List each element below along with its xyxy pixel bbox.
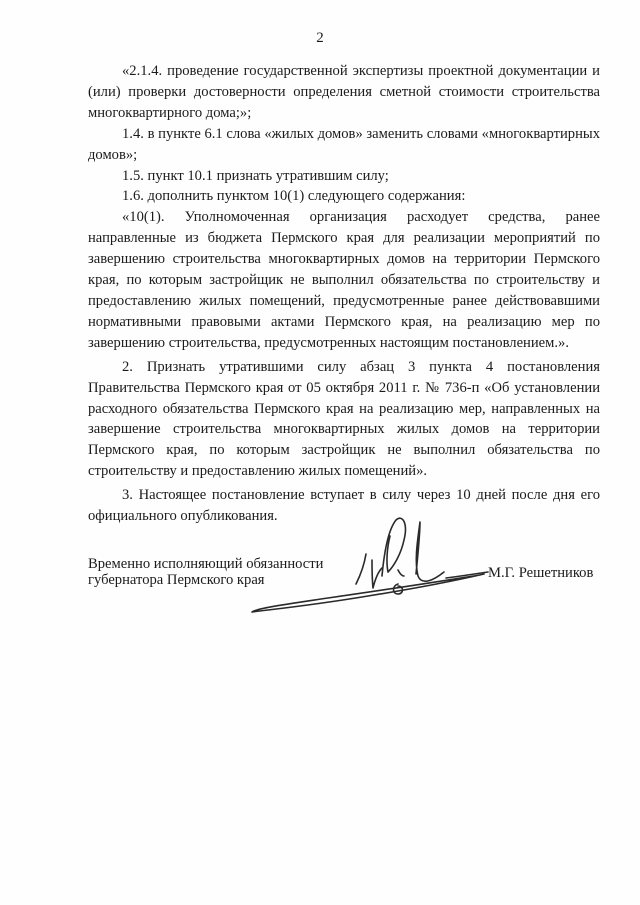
- signatory-position-line2: губернатора Пермского края: [88, 572, 265, 588]
- paragraph-3: 3. Настоящее постановление вступает в силу через 10 дней после дня его официального опубликования.: [88, 487, 600, 525]
- paragraph-1-5: 1.5. пункт 10.1 признать утратившим силу;: [122, 167, 389, 184]
- paragraph-1-4: 1.4. в пункте 6.1 слова «жилых домов» заменить словами «многоквартирных домов»;: [88, 125, 600, 163]
- paragraph-1-6: 1.6. дополнить пунктом 10(1) следующего содержания:: [122, 188, 466, 205]
- handwritten-signature: [248, 514, 508, 624]
- paragraph-2-1-4: «2.1.4. проведение государственной экспертизы проектной документации и (или) проверки достоверности определения сметной стоимости строительства многоквартирного дома;»;: [88, 63, 600, 121]
- paragraph-10-1: «10(1). Уполномоченная организация расходует средства, ранее направленные из бюджета Пермского края для реализации мероприятий по завершению строительства многоквартирных домов на территории Пермского края, по которым застройщик не выполнил обязательства по строительству и предоставлению жилых помещений, предусмотренные ранее действовавшими нормативными правовыми актами Пермского края, на реализацию мер по завершению строительства, предусмотренных настоящим постановлением.».: [88, 209, 600, 351]
- signatory-name: М.Г. Решетников: [488, 565, 594, 581]
- signatory-position-line1: Временно исполняющий обязанности: [88, 556, 324, 572]
- paragraph-2: 2. Признать утратившими силу абзац 3 пункта 4 постановления Правительства Пермского края от 05 октября 2011 г. № 736-п «Об установлении расходного обязательства Пермского края на реализацию мер, направленных на завершение строительства многоквартирных жилых домов на территории Пермского края, по которым застройщик не выполнил обязательства по строительству и предоставлению жилых помещений».: [88, 358, 600, 480]
- document-body: [88, 61, 600, 527]
- page-number: 2: [316, 30, 324, 46]
